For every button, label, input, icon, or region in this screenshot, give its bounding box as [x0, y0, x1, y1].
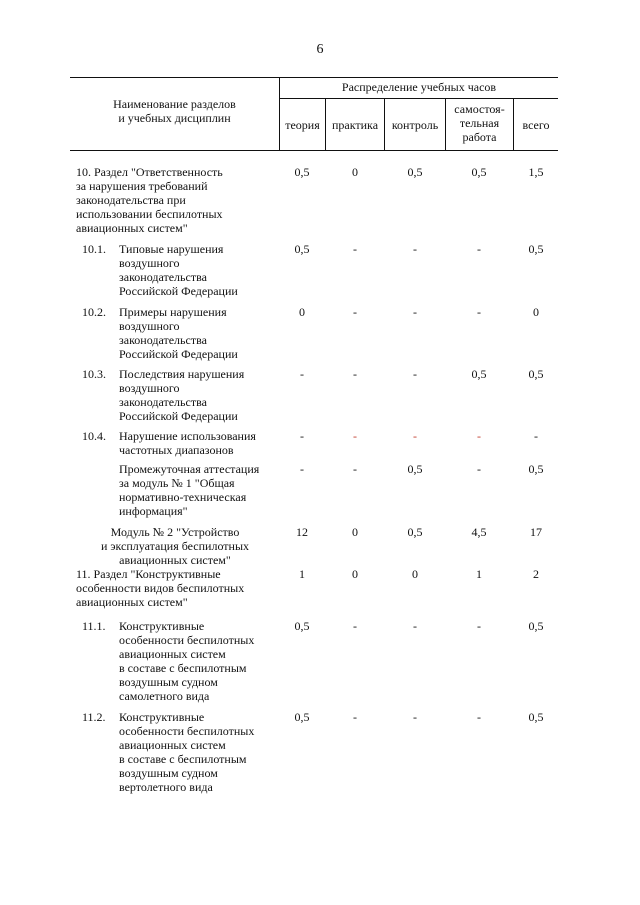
- value-cell: 0,5: [407, 525, 423, 539]
- header-subdivision-rule: [279, 98, 558, 99]
- row-label: Конструктивные особенности беспилотных авиационных систем в составе с беспилотным воздушным судном самолетного вида: [119, 619, 255, 703]
- page-number: 6: [316, 42, 324, 57]
- value-cell: 0,5: [528, 710, 544, 724]
- value-cell: -: [413, 710, 417, 724]
- table-row: [0, 619, 640, 710]
- header-col-control: контроль: [391, 118, 439, 132]
- value-cell: 0,5: [528, 242, 544, 256]
- row-label: Примеры нарушения воздушного законодательства Российской Федерации: [119, 305, 238, 361]
- value-cell: 12: [296, 525, 308, 539]
- header-col-total: всего: [522, 118, 550, 132]
- header-col-theory: теория: [285, 118, 320, 132]
- value-cell: -: [300, 429, 304, 443]
- value-cell: -: [477, 305, 481, 319]
- row-label: Типовые нарушения воздушного законодательства Российской Федерации: [119, 242, 238, 298]
- section-row: [0, 165, 640, 242]
- table-top-rule: [70, 77, 558, 78]
- table-row: [0, 710, 640, 801]
- value-cell: 0,5: [471, 367, 487, 381]
- value-cell: -: [477, 619, 481, 633]
- value-cell: -: [413, 367, 417, 381]
- row-number: 10.2.: [82, 305, 106, 319]
- row-label: 10. Раздел "Ответственность за нарушения требований законодательства при использовании беспилотных авиационных систем": [76, 165, 223, 235]
- row-label: Конструктивные особенности беспилотных авиационных систем в составе с беспилотным воздушным судном вертолетного вида: [119, 710, 255, 794]
- row-label: Модуль № 2 "Устройство и эксплуатация беспилотных авиационных систем": [100, 525, 250, 567]
- value-cell: 0,5: [407, 165, 423, 179]
- value-cell: -: [413, 619, 417, 633]
- value-cell: 17: [530, 525, 542, 539]
- value-cell: -: [534, 429, 538, 443]
- value-cell: -: [353, 242, 357, 256]
- value-cell: -: [477, 462, 481, 476]
- header-distribution: Распределение учебных часов: [341, 80, 497, 94]
- value-cell: 0: [299, 305, 305, 319]
- value-cell: -: [413, 242, 417, 256]
- table-row: [0, 429, 640, 462]
- value-cell: 0: [412, 567, 418, 581]
- value-cell: -: [353, 462, 357, 476]
- value-cell: 0,5: [471, 165, 487, 179]
- value-cell: -: [413, 429, 417, 443]
- row-number: 11.2.: [82, 710, 106, 724]
- header-bottom-rule: [70, 150, 558, 151]
- value-cell: -: [353, 429, 357, 443]
- row-number: 10.1.: [82, 242, 106, 256]
- value-cell: -: [353, 367, 357, 381]
- row-number: 10.4.: [82, 429, 106, 443]
- value-cell: 2: [533, 567, 539, 581]
- row-label: Последствия нарушения воздушного законодательства Российской Федерации: [119, 367, 245, 423]
- value-cell: -: [300, 462, 304, 476]
- row-label: Нарушение использования частотных диапазонов: [119, 429, 256, 457]
- module-row: [0, 525, 640, 567]
- value-cell: -: [300, 367, 304, 381]
- value-cell: -: [477, 429, 481, 443]
- value-cell: -: [353, 710, 357, 724]
- value-cell: 0: [533, 305, 539, 319]
- header-name-column: Наименование разделов и учебных дисциплин: [113, 97, 236, 125]
- value-cell: 0: [352, 165, 358, 179]
- value-cell: 0: [352, 567, 358, 581]
- value-cell: -: [353, 305, 357, 319]
- table-body: [0, 165, 640, 801]
- header-col-self-study: самостоя- тельная работа: [454, 102, 505, 144]
- table-row: [0, 305, 640, 367]
- value-cell: -: [477, 710, 481, 724]
- row-number: 11.1.: [82, 619, 106, 633]
- value-cell: 1,5: [528, 165, 544, 179]
- row-label: 11. Раздел "Конструктивные особенности видов беспилотных авиационных систем": [76, 567, 245, 609]
- row-number: 10.3.: [82, 367, 106, 381]
- value-cell: -: [477, 242, 481, 256]
- value-cell: 4,5: [471, 525, 487, 539]
- value-cell: 0,5: [528, 367, 544, 381]
- value-cell: 0,5: [294, 242, 310, 256]
- value-cell: 1: [299, 567, 305, 581]
- value-cell: 0,5: [294, 165, 310, 179]
- table-row: [0, 242, 640, 305]
- section-row: [0, 567, 640, 619]
- value-cell: -: [413, 305, 417, 319]
- value-cell: -: [353, 619, 357, 633]
- table-row: [0, 367, 640, 429]
- row-label: Промежуточная аттестация за модуль № 1 "Общая нормативно-техническая информация": [119, 462, 260, 518]
- value-cell: 0,5: [528, 462, 544, 476]
- value-cell: 0,5: [407, 462, 423, 476]
- value-cell: 0: [352, 525, 358, 539]
- value-cell: 0,5: [528, 619, 544, 633]
- header-col-practice: практика: [331, 118, 379, 132]
- table-row: [0, 462, 640, 525]
- value-cell: 1: [476, 567, 482, 581]
- value-cell: 0,5: [294, 619, 310, 633]
- value-cell: 0,5: [294, 710, 310, 724]
